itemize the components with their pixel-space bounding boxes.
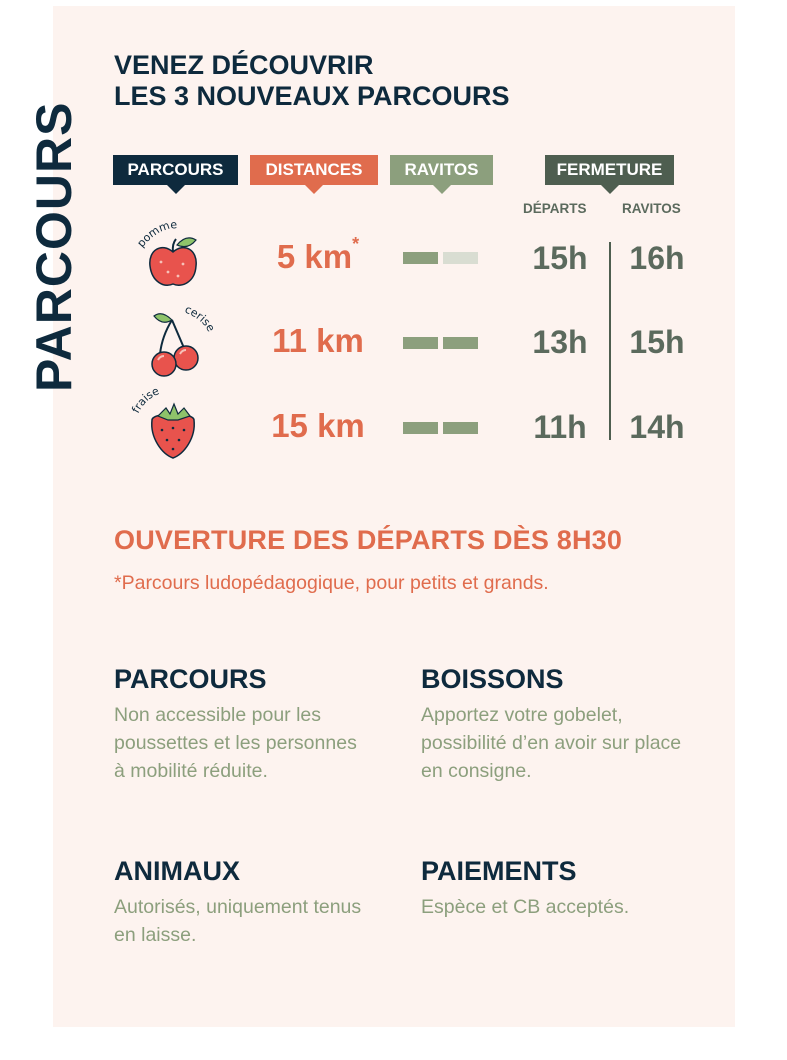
ravitos-indicator	[403, 252, 479, 264]
header-fermeture: FERMETURE	[545, 155, 674, 185]
header-parcours: PARCOURS	[113, 155, 238, 185]
ravitos-indicator	[403, 337, 479, 349]
headline-line1: VENEZ DÉCOUVRIR	[114, 50, 374, 80]
info-animaux-title: ANIMAUX	[114, 856, 240, 886]
depart-time: 11h	[533, 409, 587, 445]
info-animaux-text: Autorisés, uniquement tenus en laisse.	[114, 896, 362, 946]
info-boissons	[421, 663, 711, 785]
info-animaux	[114, 855, 404, 949]
ravito-bar	[443, 337, 478, 349]
headline	[114, 50, 510, 112]
ravito-bar-empty	[443, 252, 478, 264]
fruit-label: cerise	[182, 302, 218, 334]
info-boissons-title: BOISSONS	[421, 664, 564, 694]
side-title: PARCOURS	[26, 101, 82, 392]
subheader-departs: DÉPARTS	[523, 201, 587, 216]
distance-11km: 11 km	[272, 322, 364, 359]
distance-15km: 15 km	[271, 407, 365, 444]
ravito-time: 16h	[629, 240, 685, 276]
ravito-time: 15h	[629, 324, 685, 360]
headline-line2: LES 3 NOUVEAUX PARCOURS	[114, 81, 510, 111]
ravito-bar	[443, 422, 478, 434]
info-parcours	[114, 663, 404, 785]
column-divider	[609, 242, 611, 440]
subheader-ravitos: RAVITOS	[622, 201, 681, 216]
svg-text:pomme	[135, 218, 178, 250]
svg-text:cerise	[183, 303, 218, 334]
info-paiements-title: PAIEMENTS	[421, 856, 577, 886]
svg-text:fraise	[129, 384, 161, 415]
info-parcours-text: Non accessible pour les poussettes et les personnes à mobilité réduite.	[114, 704, 357, 782]
opening-time: OUVERTURE DES DÉPARTS DÈS 8H30	[114, 525, 623, 555]
ravito-bar	[403, 337, 438, 349]
ravito-time: 14h	[629, 409, 685, 445]
ravitos-indicator	[403, 422, 479, 434]
header-ravitos: RAVITOS	[390, 155, 493, 185]
info-parcours-title: PARCOURS	[114, 664, 267, 694]
info-paiements-text: Espèce et CB acceptés.	[421, 896, 630, 918]
apple-icon	[128, 212, 218, 302]
fruit-label: fraise	[129, 384, 162, 416]
footnote: *Parcours ludopédagogique, pour petits et grands.	[114, 572, 549, 594]
ravito-bar	[403, 252, 438, 264]
header-distances: DISTANCES	[250, 155, 378, 185]
ravito-bar	[403, 422, 438, 434]
depart-time: 15h	[532, 240, 588, 276]
strawberry-icon	[128, 380, 218, 470]
fruit-label: pomme	[134, 218, 178, 250]
info-paiements	[421, 855, 711, 921]
info-boissons-text: Apportez votre gobelet, possibilité d’en avoir sur place en consigne.	[421, 704, 682, 782]
depart-time: 13h	[532, 324, 588, 360]
cherry-icon	[132, 300, 222, 390]
distance-5km: 5 km*	[276, 234, 360, 275]
